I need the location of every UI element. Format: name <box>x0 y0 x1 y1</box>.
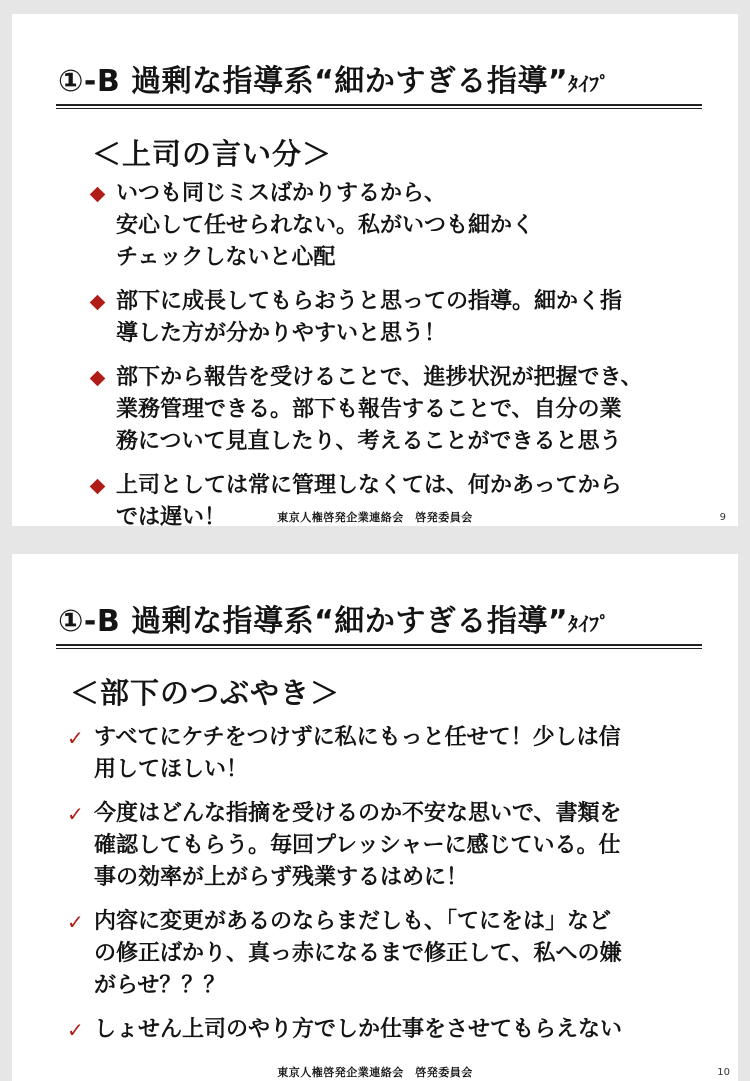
list-item-line: 導した方が分かりやすいと思う！ <box>116 321 447 346</box>
list-item-line: では遅い！ <box>116 505 227 530</box>
list-item <box>88 286 708 350</box>
list-item-line: いつも同じミスばかりするから、 <box>116 181 447 206</box>
section-heading: ＜上司の言い分＞ <box>92 137 333 171</box>
list-item-line: チェックしないと心配 <box>116 245 336 270</box>
list-item-line: 部下から報告を受けることで、進捗状況が把握でき、 <box>116 365 643 390</box>
page-number: 9 <box>719 512 726 523</box>
red-checkmark-icon: ✓ <box>67 726 84 750</box>
list-item-line: がらせ？？？ <box>94 973 226 998</box>
list-item-line: の修正ばかり、真っ赤になるまで修正して、私への嫌 <box>94 941 622 966</box>
title-underline-thin <box>56 648 702 649</box>
slide-footer: 東京人権啓発企業連絡会 啓発委員会 <box>277 511 473 524</box>
list-item <box>66 1014 706 1046</box>
list-item <box>66 906 706 1002</box>
list-item-line: 業務管理できる。部下も報告することで、自分の業 <box>116 397 622 422</box>
list-item-line: 確認してもらう。毎回プレッシャーに感じている。仕 <box>94 833 621 858</box>
list-item-line: 用してほしい！ <box>94 757 249 782</box>
slide-title-text: ①-B 過剰な指導系“細かすぎる指導” <box>58 604 569 639</box>
slide-title <box>58 604 698 642</box>
page-number: 10 <box>717 1067 730 1078</box>
red-diamond-icon <box>90 295 106 311</box>
slide-footer: 東京人権啓発企業連絡会 啓発委員会 <box>277 1066 473 1079</box>
section-heading: ＜部下のつぶやき＞ <box>70 676 341 710</box>
list-item-line: 上司としては常に管理しなくては、何かあってから <box>116 473 622 498</box>
slide-page-9 <box>12 14 738 530</box>
slide-title-suffix: ﾀｲﾌﾟ <box>568 612 610 636</box>
slide-title <box>58 64 698 102</box>
bullet-list <box>66 722 706 1046</box>
bullet-list <box>88 178 708 534</box>
list-item-line: 内容に変更があるのならまだしも、「てにをは」など <box>94 909 612 934</box>
list-item <box>88 178 708 274</box>
red-diamond-icon <box>90 371 106 387</box>
red-diamond-icon <box>90 479 106 495</box>
red-diamond-icon <box>90 187 106 203</box>
slide-page-10 <box>12 554 738 1081</box>
list-item-line: 安心して任せられない。私がいつも細かく <box>116 213 535 238</box>
red-checkmark-icon: ✓ <box>67 910 84 934</box>
title-underline <box>56 644 702 646</box>
list-item-line: 今度はどんな指摘を受けるのか不安な思いで、書類を <box>94 801 622 826</box>
red-checkmark-icon: ✓ <box>67 1018 84 1042</box>
red-checkmark-icon: ✓ <box>67 802 84 826</box>
list-item <box>88 362 708 458</box>
list-item-line: 務について見直したり、考えることができると思う <box>116 429 622 454</box>
list-item-line: 事の効率が上がらず残業するはめに！ <box>94 865 469 890</box>
list-item-line: しょせん上司のやり方でしか仕事をさせてもらえない <box>94 1017 623 1042</box>
list-item <box>66 722 706 786</box>
title-underline-thin <box>56 108 702 109</box>
title-underline <box>56 104 702 106</box>
list-item-line: 部下に成長してもらおうと思っての指導。細かく指 <box>116 289 623 314</box>
list-item-line: すべてにケチをつけずに私にもっと任せて！少しは信 <box>94 725 621 750</box>
slide-title-suffix: ﾀｲﾌﾟ <box>568 72 610 96</box>
slide-title-text: ①-B 過剰な指導系“細かすぎる指導” <box>58 64 569 99</box>
list-item <box>66 798 706 894</box>
